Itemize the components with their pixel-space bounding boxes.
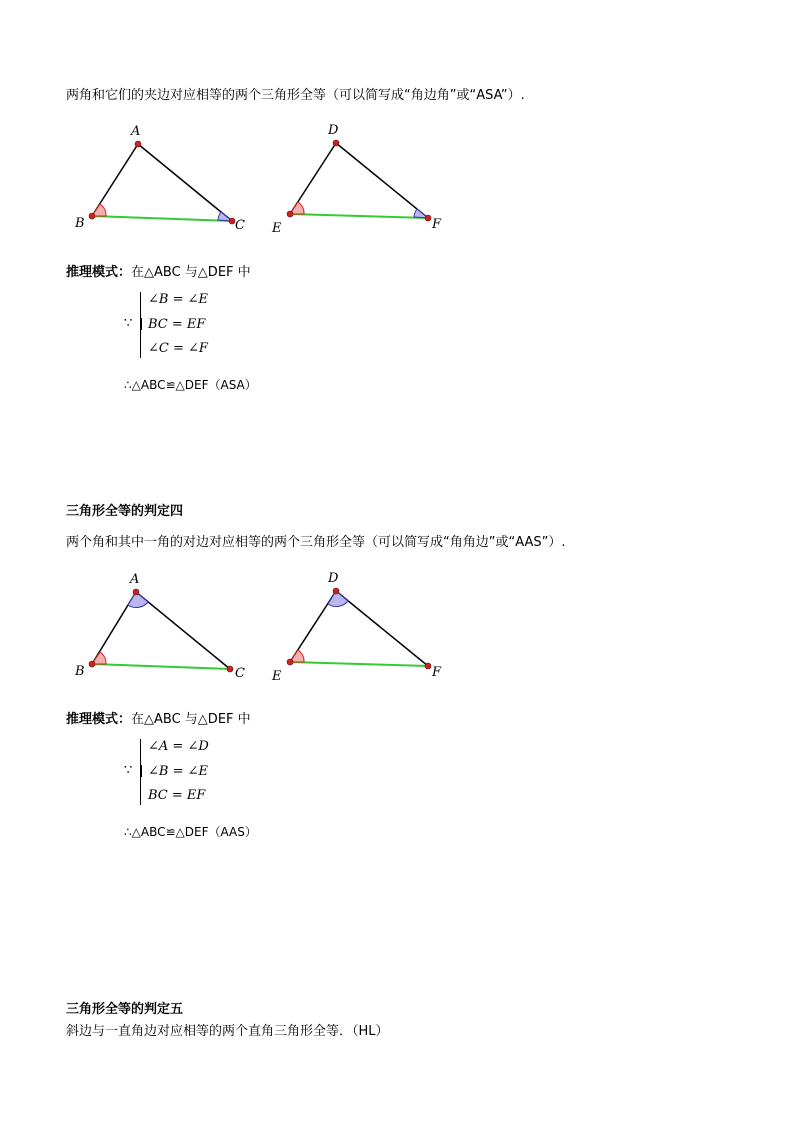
asa-figure-def	[268, 120, 458, 240]
asa-because: ∵	[124, 316, 133, 331]
vertex-a: A	[130, 572, 140, 587]
vertex-b: B	[75, 664, 85, 679]
asa-cond-1: ∠B = ∠E	[148, 292, 208, 307]
asa-cond-2: BC = EF	[148, 317, 206, 332]
asa-intro: 两角和它们的夹边对应相等的两个三角形全等（可以简写成“角边角”或“ASA”）.	[66, 88, 525, 103]
asa-reason-text: 在△ABC 与△DEF 中	[131, 265, 251, 280]
aas-heading: 三角形全等的判定四	[66, 504, 184, 519]
vertex-b: B	[75, 216, 85, 231]
asa-figure-abc	[70, 120, 260, 240]
aas-reason-label: 推理模式：	[66, 712, 132, 727]
vertex-f: F	[432, 665, 442, 680]
aas-reason-line	[66, 708, 251, 727]
aas-figure-def	[268, 568, 458, 688]
aas-because: ∵	[124, 763, 133, 778]
vertex-f: F	[432, 217, 442, 232]
hl-intro: 斜边与一直角边对应相等的两个直角三角形全等．（HL）	[66, 1024, 389, 1039]
vertex-d: D	[328, 123, 339, 138]
aas-cond-2: ∠B = ∠E	[148, 764, 208, 779]
aas-figure-abc	[70, 568, 260, 688]
vertex-e: E	[272, 669, 282, 684]
asa-reason-label: 推理模式：	[66, 265, 132, 280]
asa-cond-3: ∠C = ∠F	[148, 341, 208, 356]
aas-reason-text: 在△ABC 与△DEF 中	[131, 712, 251, 727]
hl-heading: 三角形全等的判定五	[66, 1002, 184, 1017]
vertex-c: C	[235, 666, 245, 681]
vertex-c: C	[235, 218, 245, 233]
aas-conclusion: ∴△ABC≌△DEF（AAS）	[124, 825, 257, 839]
vertex-d: D	[328, 571, 339, 586]
aas-cond-1: ∠A = ∠D	[148, 739, 209, 754]
aas-intro: 两个角和其中一角的对边对应相等的两个三角形全等（可以简写成“角角边”或“AAS”）.	[66, 535, 566, 550]
asa-conclusion: ∴△ABC≌△DEF（ASA）	[124, 378, 257, 392]
vertex-a: A	[131, 124, 141, 139]
asa-reason-line	[66, 261, 251, 280]
vertex-e: E	[272, 221, 282, 236]
aas-cond-3: BC = EF	[148, 788, 206, 803]
